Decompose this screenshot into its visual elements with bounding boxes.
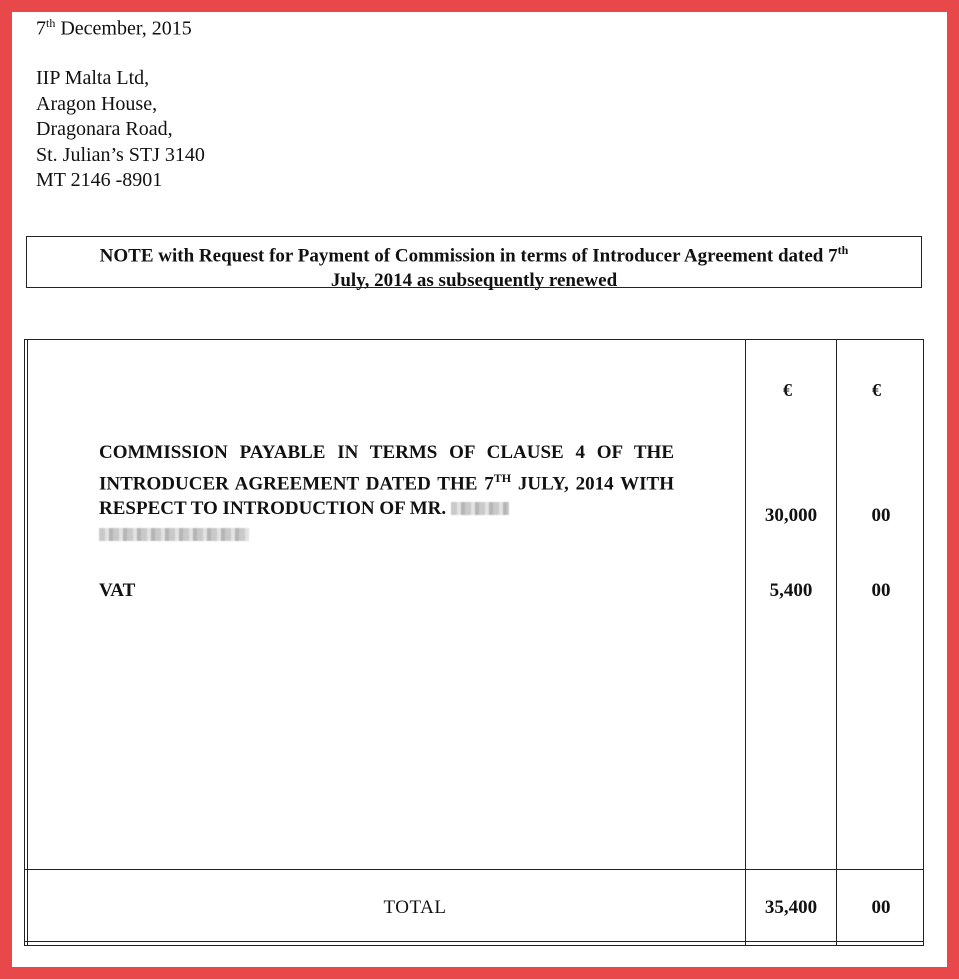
address-line: Dragonara Road, [36,118,173,140]
address-line: Aragon House, [36,92,158,115]
note-heading-box [26,236,922,292]
vat-label: VAT [99,580,136,601]
desc-sup: TH [493,470,512,485]
address-line: St. Julian’s STJ 3140 [36,143,205,166]
commission-description [99,440,674,547]
address-line: MT 2146 -8901 [36,169,163,191]
commission-euros: 30,000 [764,505,818,526]
commission-cents: 00 [871,505,891,526]
desc-text-2: JULY, 2014 WITH RESPECT TO INTRODUCTION OF MR. [99,472,674,520]
note-line-1-suffix: th [837,243,849,257]
redacted-name [99,528,249,541]
redacted-name [451,502,509,515]
letter-page [12,12,947,967]
date-rest: December, 2015 [55,17,192,40]
date-day: 7 [36,17,46,40]
euros-currency-header: € [783,380,792,400]
column-divider [745,340,746,945]
table-bottom-rule [25,941,923,942]
total-label: TOTAL [383,897,447,918]
column-divider [836,340,837,945]
total-row-divider [25,869,923,870]
note-line-1-text: NOTE with Request for Payment of Commission in terms of Introducer Agreement dated 7 [99,245,838,267]
vat-cents: 00 [871,580,891,601]
cents-currency-header: € [872,380,881,400]
vat-euros: 5,400 [769,580,813,601]
note-line-1 [27,238,921,268]
commission-table [24,339,924,946]
desc-text-1: COMMISSION PAYABLE IN TERMS OF CLAUSE 4 OF THE INTRODUCER AGREEMENT DATED THE 7 [99,442,674,494]
note-line-2: July, 2014 as subsequently renewed [330,270,618,292]
recipient-address [36,66,205,194]
letter-date [36,16,192,41]
date-suffix: th [46,16,56,30]
total-cents: 00 [871,897,891,918]
address-line: IIP Malta Ltd, [36,67,150,89]
total-euros: 35,400 [764,897,818,918]
